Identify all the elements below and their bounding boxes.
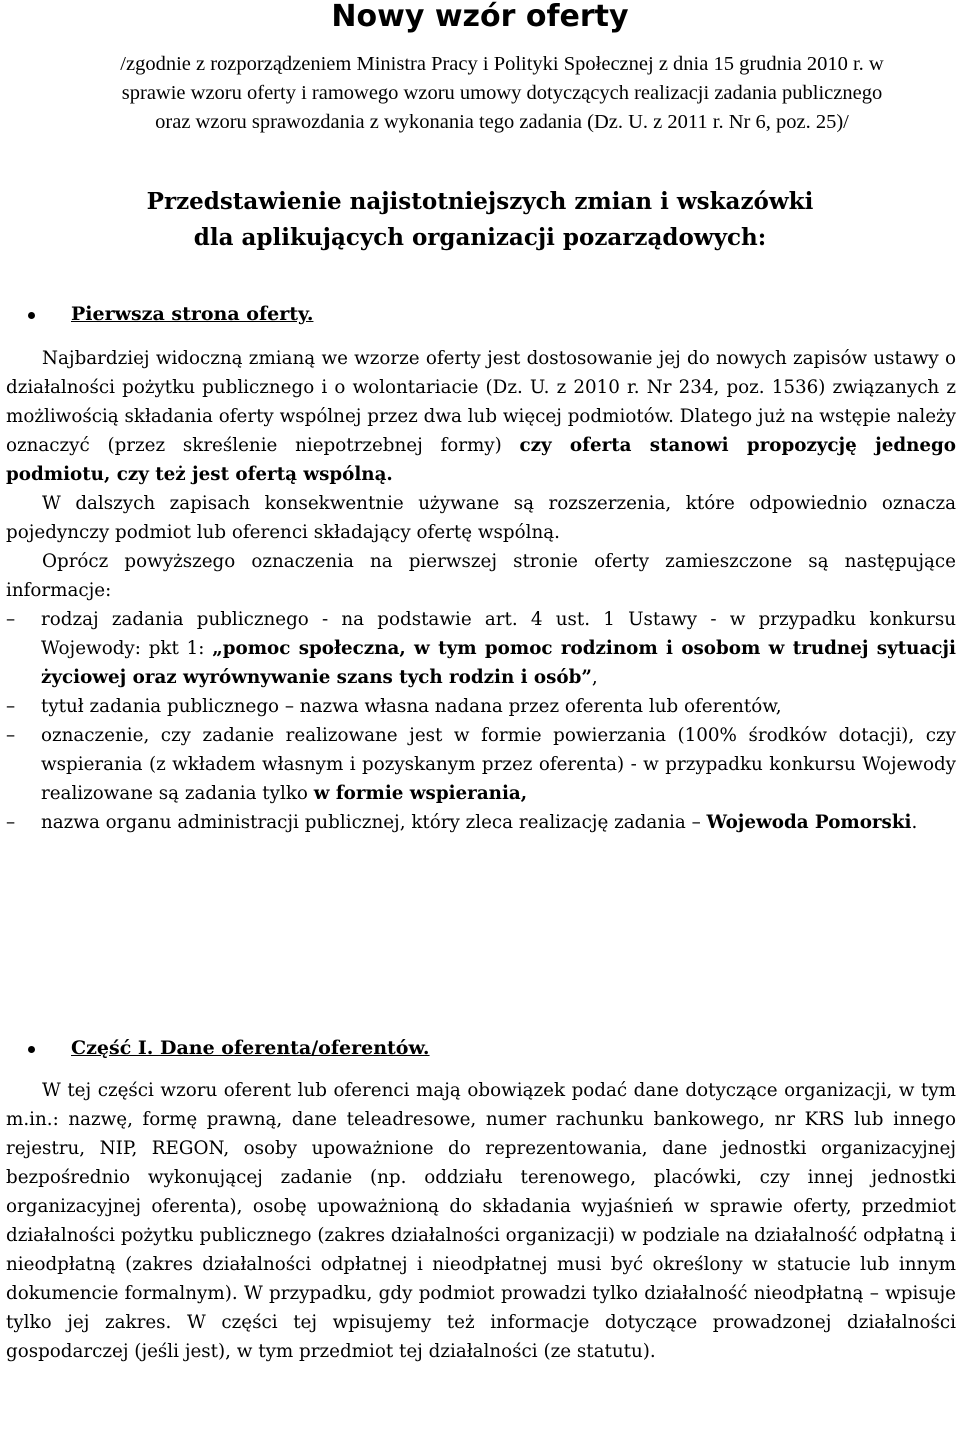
- section-heading-line2: dla aplikujących organizacji pozarządowych:: [193, 224, 767, 251]
- list-item-text: ,: [591, 667, 598, 688]
- document-title: Nowy wzór oferty: [331, 0, 629, 34]
- section1-paragraph-1: [6, 344, 956, 489]
- dash-icon: –: [6, 696, 16, 717]
- section1-title-text: Pierwsza strona oferty.: [71, 303, 314, 325]
- list-item-text: tytuł zadania publicznego – nazwa własna nadana przez oferenta lub oferentów,: [41, 696, 782, 717]
- section1-p1-bold: czy oferta stanowi propozycję jednego podmiotu, czy też jest ofertą wspólną.: [6, 435, 957, 485]
- bullet-icon: [28, 1046, 35, 1053]
- list-item-bold: „pomoc społeczna, w tym pomoc rodzinom i osobom w trudnej sytuacji życiowej oraz wyrównywanie szans tych rodzin i osób”: [41, 638, 956, 688]
- list-item-text: .: [911, 812, 918, 833]
- section2-paragraph-1: W tej części wzoru oferent lub oferenci mają obowiązek podać dane dotyczące organizacji, w tym m.in.: nazwę, formę prawną, dane teleadresowe, numer rachunku bankowego, nr KRS lub innego rejestru, NIP, REGON, osoby upoważnione do reprezentowania, dane jednostki organizacyjnej bezpośrednio wykonującej zadanie (np. oddziału terenowego, placówki, czy innej jednostki organizacyjnej oferenta), osobę upoważnioną do składania wyjaśnień w sprawie oferty, przedmiot działalności pożytku publicznego (zakres działalności organizacji) w podziale na działalność odpłatną i nieodpłatną (zakres działalności odpłatnej i nieodpłatnej musi być określony w statucie lub innym dokumencie formalnym). W przypadku, gdy podmiot prowadzi tylko działalność nieodpłatną – wpisuje tylko jej zakres. W części tej wpisujemy też informacje dotyczące prowadzonej działalności gospodarczej (jeśli jest), w tym przedmiot tej działalności (ze statutu).: [6, 1080, 956, 1362]
- dash-icon: –: [6, 609, 16, 630]
- section2-body: [6, 1076, 956, 1366]
- section1-paragraph-2: W dalszych zapisach konsekwentnie używane są rozszerzenia, które odpowiednio oznacza pojedynczy podmiot lub oferenci składający ofertę wspólną.: [6, 493, 956, 543]
- dash-icon: –: [6, 725, 16, 746]
- bullet-icon: [28, 312, 35, 319]
- section1-p1-text: Najbardziej widoczną zmianą we wzorze oferty jest dostosowanie jej do nowych zapisów ustawy o działalności pożytku publicznego i o wolontariacie (Dz. U. z 2010 r. Nr 234, poz. 1536) związanych z możliwością składania oferty wspólnej przez dwa lub więcej podmiotów. Dlatego już na wstępie należy oznaczyć (przez skreślenie niepotrzebnej formy): [6, 348, 956, 456]
- section-heading-line1: Przedstawienie najistotniejszych zmian i wskazówki: [146, 188, 814, 215]
- section1-paragraph-3: Oprócz powyższego oznaczenia na pierwszej stronie oferty zamieszczone są następujące informacje:: [6, 551, 956, 601]
- document-subtitle: /zgodnie z rozporządzeniem Ministra Pracy i Polityki Społecznej z dnia 15 grudnia 2010 r. w sprawie wzoru oferty i ramowego wzoru umowy dotyczących realizacji zadania publicznego oraz wzoru sprawozdania z wykonania tego zadania (Dz. U. z 2011 r. Nr 6, poz. 25)/: [120, 53, 884, 133]
- section1-title: [28, 300, 928, 328]
- list-item-text: rodzaj zadania publicznego - na podstawie art. 4 ust. 1 Ustawy - w przypadku konkursu Wojewody: pkt 1:: [41, 609, 956, 659]
- section2-title: [28, 1034, 928, 1062]
- section1-body: [6, 344, 956, 837]
- list-item-bold: w formie wspierania,: [313, 783, 528, 804]
- list-item-text: oznaczenie, czy zadanie realizowane jest w formie powierzania (100% środków dotacji), czy wspierania (z wkładem własnym i pozyskanym przez oferenta) - w przypadku konkursu Wojewody realizowane są zadania tylko: [41, 725, 956, 804]
- section2-title-text: Część I. Dane oferenta/oferentów.: [71, 1037, 430, 1059]
- list-item: [6, 808, 956, 837]
- list-item: [6, 692, 956, 721]
- list-item: [6, 605, 956, 692]
- list-item-bold: Wojewoda Pomorski: [706, 812, 912, 833]
- list-item-text: nazwa organu administracji publicznej, który zleca realizację zadania –: [41, 812, 707, 833]
- list-item: [6, 721, 956, 808]
- dash-icon: –: [6, 812, 16, 833]
- section-heading: [0, 184, 960, 256]
